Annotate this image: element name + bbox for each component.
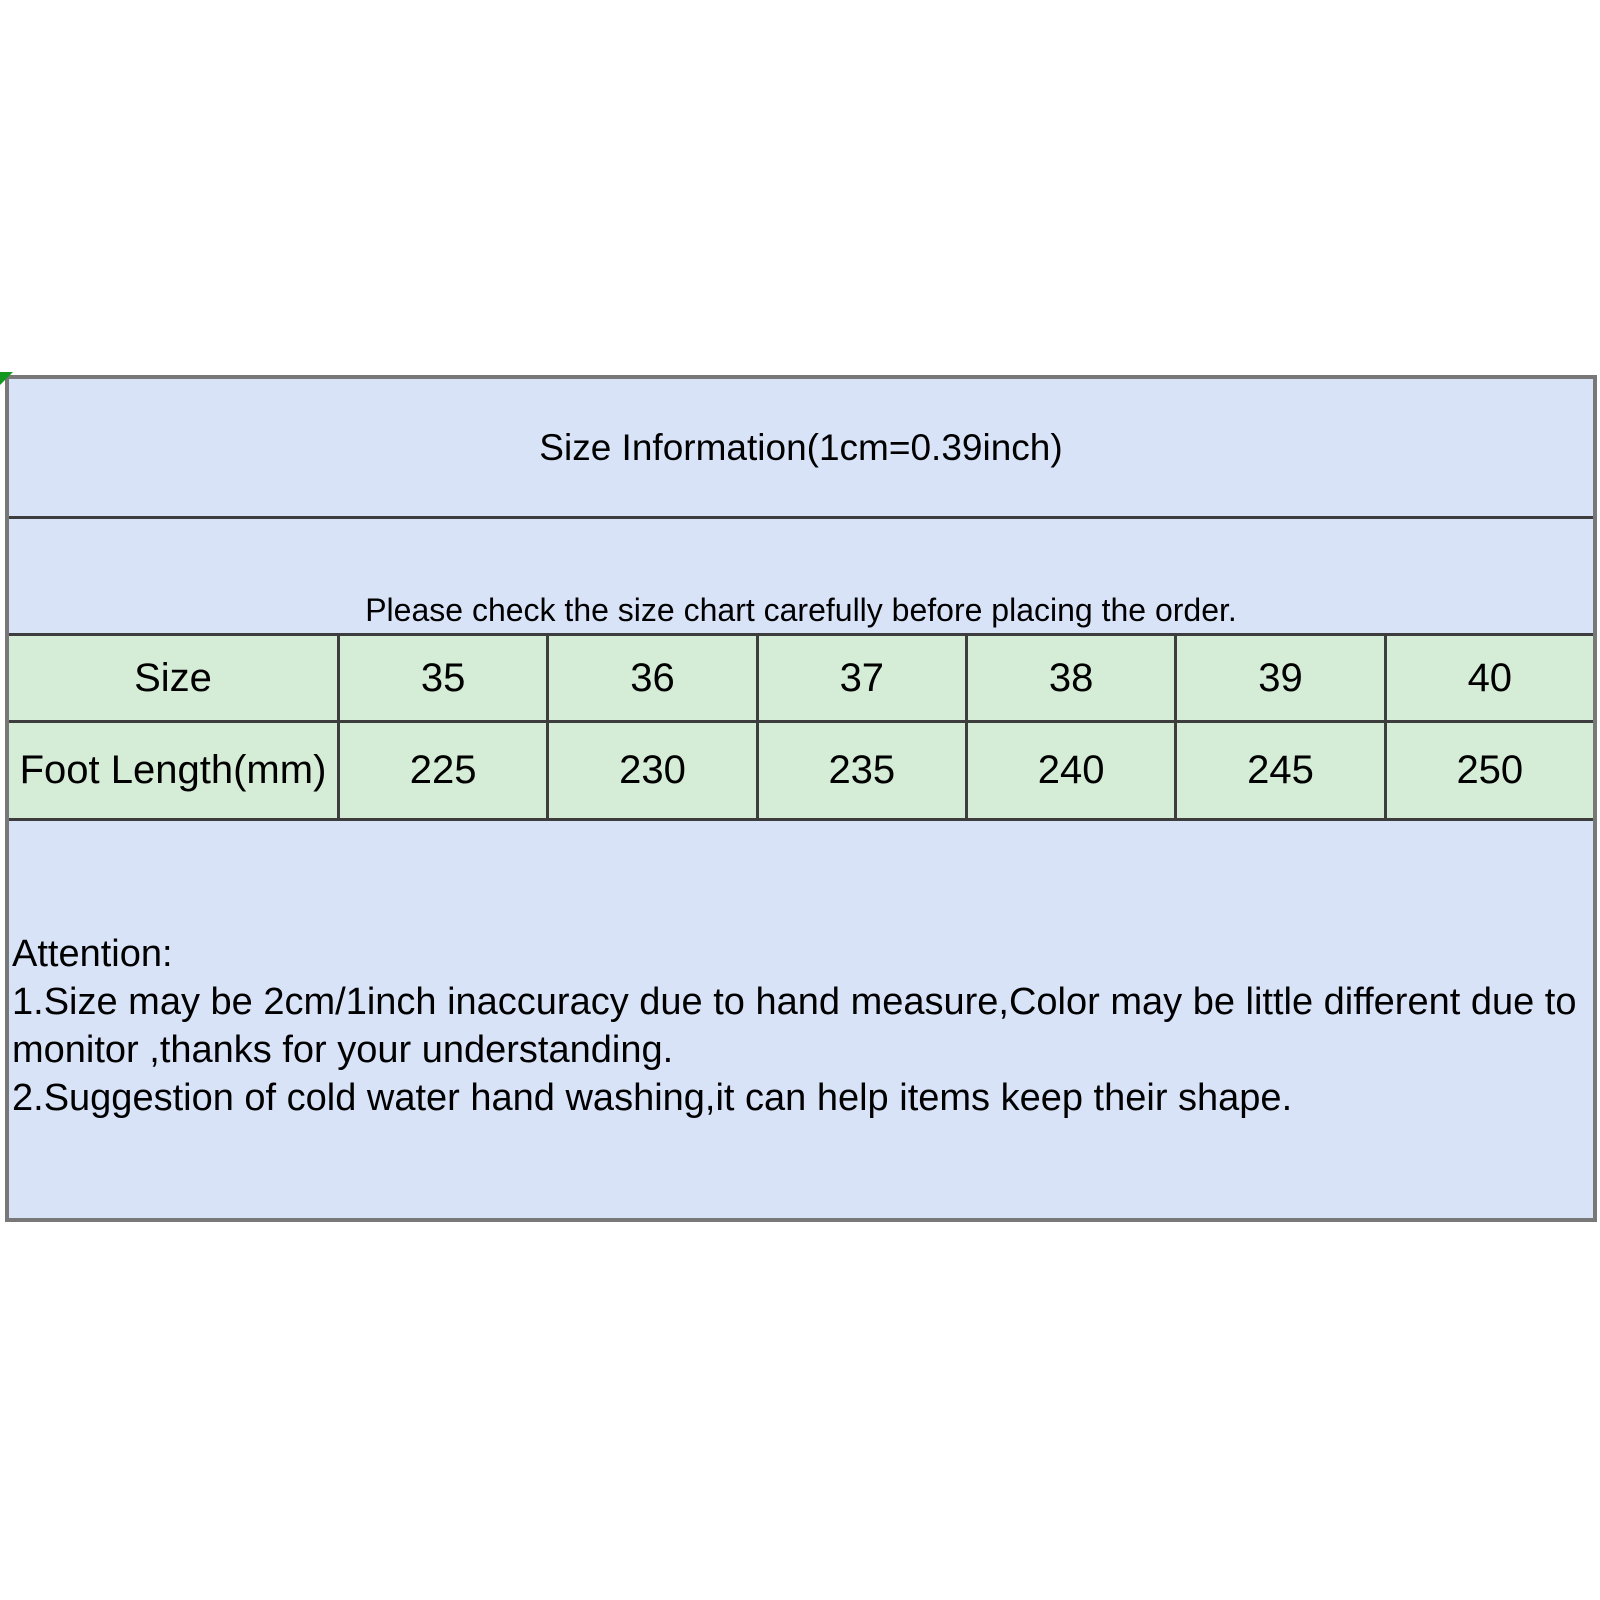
attention-line-3: 2.Suggestion of cold water hand washing,it can help items keep their shape. (12, 1076, 1293, 1119)
table-subtitle: Please check the size chart carefully before placing the order. (365, 592, 1237, 628)
table-title-row (9, 379, 1593, 516)
foot-length-225: 225 (337, 723, 546, 818)
table-title: Size Information(1cm=0.39inch) (539, 426, 1063, 468)
foot-length-230: 230 (546, 723, 755, 818)
size-value-37: 37 (756, 636, 965, 720)
size-value-35: 35 (337, 636, 546, 720)
attention-heading: Attention: (12, 932, 173, 975)
attention-line-2: monitor ,thanks for your understanding. (12, 1028, 674, 1071)
foot-length-row (9, 720, 1593, 818)
size-value-40: 40 (1384, 636, 1593, 720)
table-subtitle-row (9, 516, 1593, 633)
attention-section (9, 818, 1593, 1218)
size-chart-table (5, 375, 1597, 1222)
foot-length-235: 235 (756, 723, 965, 818)
foot-length-label: Foot Length(mm) (9, 723, 337, 818)
size-value-38: 38 (965, 636, 1174, 720)
foot-length-245: 245 (1174, 723, 1383, 818)
excel-corner-marker-icon (0, 372, 13, 385)
attention-line-1: 1.Size may be 2cm/1inch inaccuracy due to hand measure,Color may be little different due to (12, 980, 1577, 1023)
size-header-row (9, 633, 1593, 720)
size-row-label: Size (9, 636, 337, 720)
size-value-36: 36 (546, 636, 755, 720)
size-value-39: 39 (1174, 636, 1383, 720)
foot-length-250: 250 (1384, 723, 1593, 818)
foot-length-240: 240 (965, 723, 1174, 818)
